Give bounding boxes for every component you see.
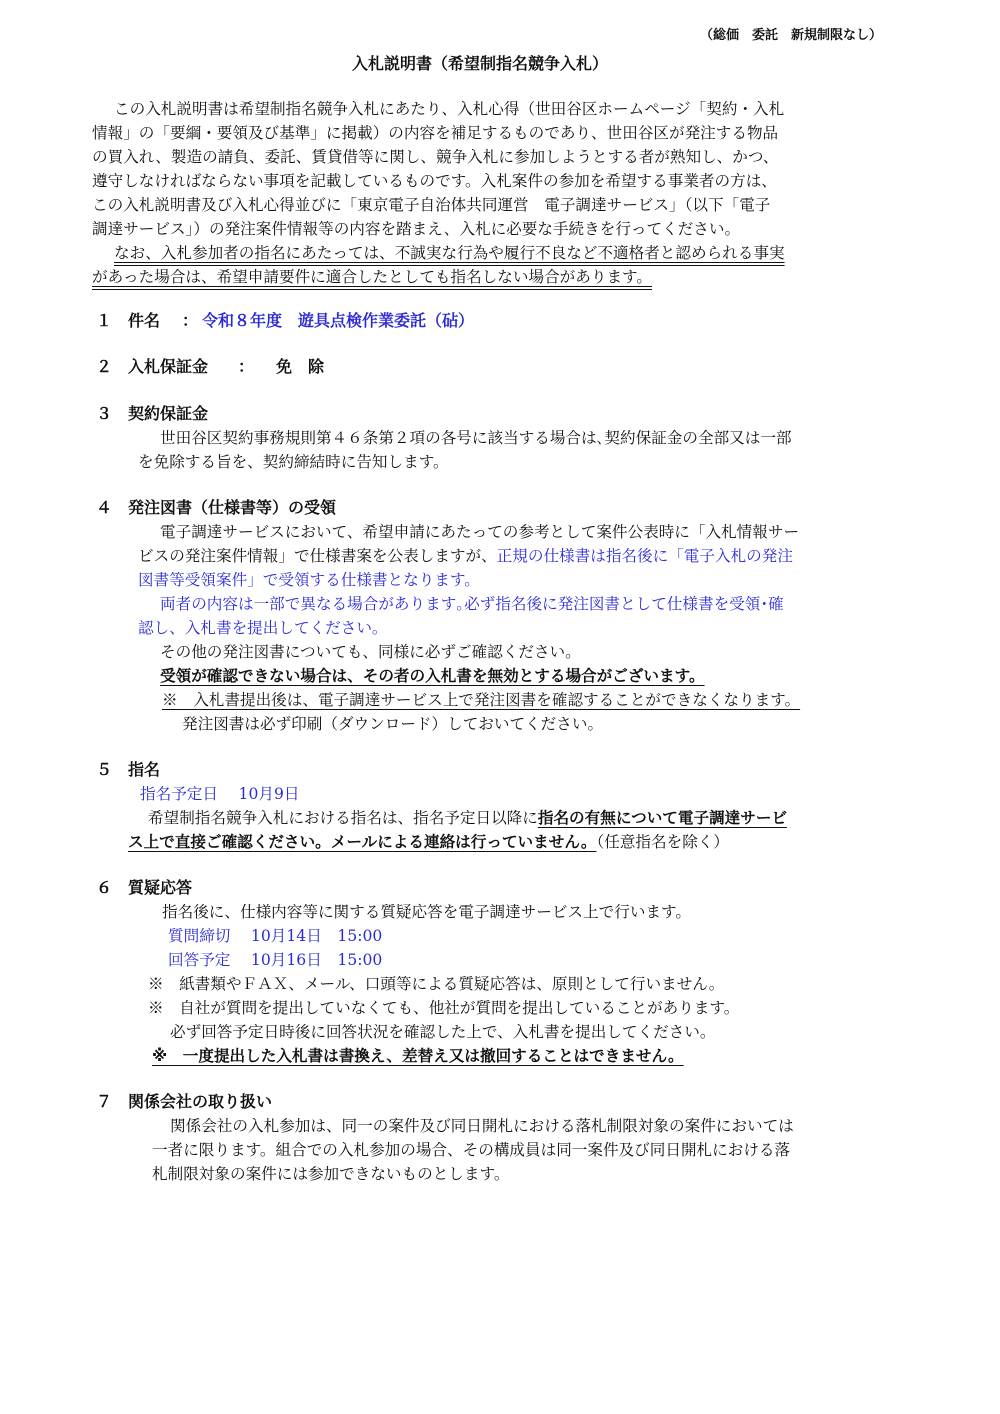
- body-line: 札制限対象の案件には参加できないものとします。: [152, 1165, 510, 1183]
- answer-schedule: 回答予定 10月16日 15:00: [168, 951, 383, 969]
- section-title: 発注図書（仕様書等）の受領: [128, 498, 337, 517]
- highlight-line: 両者の内容は一部で異なる場合があります｡必ず指名後に発注図書として仕様書を受領･確: [160, 595, 784, 613]
- body-text: 希望制指名競争入札における指名は、指名予定日以降に: [148, 809, 538, 827]
- intro-line: この入札説明書は希望制指名競争入札にあたり、入札心得（世田谷区ホームページ「契約・入札: [114, 100, 785, 118]
- header-note: （総価 委託 新規制限なし）: [700, 28, 883, 43]
- warning-text: ス上で直接ご確認ください。メールによる連絡は行っていません。: [128, 833, 597, 851]
- body-line: 世田谷区契約事務規則第４６条第２項の各号に該当する場合は､契約保証金の全部又は一部: [160, 429, 792, 447]
- section-title: 質疑応答: [128, 878, 193, 897]
- warning-text: 指名の有無について電子調達サービ: [537, 809, 788, 827]
- body-line: [128, 830, 729, 854]
- section-title: 件名: [128, 311, 161, 330]
- intro-warning-line: があった場合は、希望申請要件に適合したとしても指名しない場合があります。: [92, 268, 652, 286]
- intro-line: 遵守しなければならない事項を記載しているものです。入札案件の参加を希望する事業者の方は、: [92, 172, 777, 190]
- body-line: 一者に限ります。組合での入札参加の場合、その構成員は同一案件及び同日開札における落: [152, 1141, 791, 1159]
- separator: ：: [238, 357, 255, 376]
- body-text: ビスの発注案件情報」で仕様書案を公表しますが、: [138, 547, 497, 565]
- body-line: 指名後に、仕様内容等に関する質疑応答を電子調達サービス上で行います。: [162, 903, 691, 921]
- section-number: ７: [96, 1092, 113, 1111]
- intro-line: 調達サービス」）の発注案件情報等の内容を踏まえ、入札に必要な手続きを行ってください。: [92, 220, 741, 238]
- section-title: 指名: [128, 760, 161, 779]
- section-number: ２: [96, 357, 113, 376]
- section-number: ３: [96, 404, 113, 423]
- section-number: ５: [96, 760, 113, 779]
- notice-line: ※ 紙書類やＦＡＸ、メール、口頭等による質疑応答は、原則として行いません。: [148, 975, 725, 993]
- section-number: １: [96, 311, 113, 330]
- body-line: 電子調達サービスにおいて、希望申請にあたっての参考として案件公表時に「入札情報サー: [160, 523, 800, 541]
- body-line: [148, 806, 787, 830]
- nomination-date: 指名予定日 10月9日: [140, 785, 300, 803]
- body-line: 発注図書は必ず印刷（ダウンロード）しておいてください。: [182, 715, 604, 733]
- highlight-line: 認し、入札書を提出してください。: [138, 619, 388, 637]
- body-line: その他の発注図書についても、同様に必ずご確認ください。: [160, 643, 581, 661]
- notice-line: ※ 入札書提出後は、電子調達サービス上で発注図書を確認することができなくなります。: [162, 691, 801, 709]
- intro-line: の買入れ、製造の請負、委託、賃貸借等に関し、競争入札に参加しようとする者が熟知し、かつ、: [92, 148, 779, 166]
- section-number: ６: [96, 878, 113, 897]
- body-line: 関係会社の入札参加は、同一の案件及び同日開札における落札制限対象の案件においては: [170, 1117, 794, 1135]
- warning-line: ※ 一度提出した入札書は書換え、差替え又は撤回することはできません。: [152, 1047, 684, 1065]
- highlight-text: 正規の仕様書は指名後に「電子入札の発注: [496, 547, 793, 565]
- separator: ：: [182, 311, 199, 330]
- warning-line: 受領が確認できない場合は、その者の入札書を無効とする場合がございます。: [160, 667, 705, 685]
- body-text: （任意指名を除く）: [596, 833, 729, 851]
- section-number: ４: [96, 498, 113, 517]
- notice-line: ※ 自社が質問を提出していなくても、他社が質問を提出していることがあります。: [148, 999, 740, 1017]
- bid-bond-value: 免 除: [276, 357, 325, 376]
- section-title: 関係会社の取り扱い: [128, 1092, 273, 1111]
- highlight-line: 図書等受領案件」で受領する仕様書となります。: [138, 571, 480, 589]
- section-title: 契約保証金: [128, 404, 209, 423]
- body-line: [138, 544, 793, 568]
- body-line: 必ず回答予定日時後に回答状況を確認した上で、入札書を提出してください。: [170, 1023, 716, 1041]
- intro-line: 情報」の「要綱・要領及び基準」に掲載）の内容を補足するものであり、世田谷区が発注する物品: [92, 124, 779, 142]
- intro-warning-line: なお、入札参加者の指名にあたっては、不誠実な行為や履行不良など不適格者と認められる事実: [114, 244, 785, 262]
- intro-line: この入札説明書及び入札心得並びに「東京電子自治体共同運営 電子調達サービス」（以下「電子: [92, 196, 771, 214]
- section-title: 入札保証金: [128, 357, 209, 376]
- body-line: を免除する旨を、契約締結時に告知します。: [138, 453, 449, 471]
- project-name: 令和８年度 遊具点検作業委託（砧）: [202, 311, 475, 330]
- document-title: 入札説明書（希望制指名競争入札）: [352, 54, 609, 73]
- question-deadline: 質問締切 10月14日 15:00: [168, 927, 383, 945]
